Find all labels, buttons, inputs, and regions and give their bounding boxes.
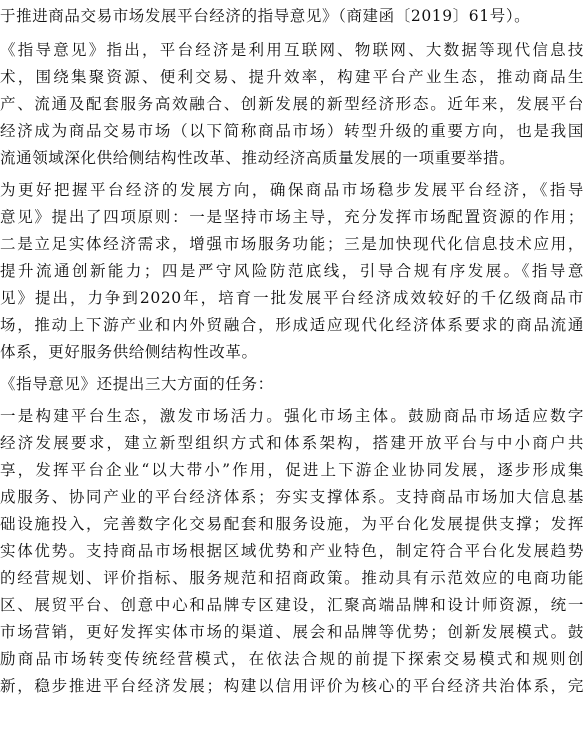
text-line-16: 经济发展要求，建立新型组织方式和体系架构，搭建开放平台与中小商户共 — [0, 434, 584, 452]
text-line-25: 新，稳步推进平台经济发展；构建以信用评价为核心的平台经济共治体系，完 — [0, 677, 584, 695]
text-line-2: 《指导意见》指出，平台经济是利用互联网、物联网、大数据等现代信息技 — [0, 41, 584, 59]
text-line-9: 二是立足实体经济需求，增强市场服务功能；三是加快现代化信息技术应用， — [0, 235, 584, 253]
text-line-19: 础设施投入，完善数字化交易配套和服务设施，为平台化发展提供支撑；发挥 — [0, 515, 584, 533]
text-line-4: 产、流通及配套服务高效融合、创新发展的新型经济形态。近年来，发展平台 — [0, 95, 584, 113]
text-line-22: 区、展贸平台、创意中心和品牌专区建设，汇聚高端品牌和设计师资源，统一 — [0, 596, 584, 614]
text-line-13: 体系，更好服务供给侧结构性改革。 — [0, 343, 258, 361]
text-line-24: 励商品市场转变传统经营模式，在依法合规的前提下探索交易模式和规则创 — [0, 650, 584, 668]
text-line-3: 术，围绕集聚资源、便利交易、提升效率，构建平台产业生态，推动商品生 — [0, 68, 584, 86]
text-line-5: 经济成为商品交易市场（以下简称商品市场）转型升级的重要方向，也是我国 — [0, 122, 584, 140]
text-line-12: 场，推动上下游产业和内外贸融合，形成适应现代化经济体系要求的商品流通 — [0, 316, 584, 334]
text-line-10: 提升流通创新能力；四是严守风险防范底线，引导合规有序发展。《指导意 — [0, 262, 584, 280]
text-line-23: 市场营销，更好发挥实体市场的渠道、展会和品牌等优势；创新发展模式。鼓 — [0, 623, 584, 641]
text-line-21: 的经营规划、评价指标、服务规范和招商政策。推动具有示范效应的电商功能 — [0, 569, 584, 587]
text-line-7: 为更好把握平台经济的发展方向，确保商品市场稳步发展平台经济，《指导 — [0, 181, 584, 199]
text-line-1: 于推进商品交易市场发展平台经济的指导意见》（商建函〔2019〕61号）。 — [0, 7, 531, 25]
text-line-18: 成服务、协同产业的平台经济体系；夯实支撑体系。支持商品市场加大信息基 — [0, 488, 584, 506]
text-line-20: 实体优势。支持商品市场根据区域优势和产业特色，制定符合平台化发展趋势 — [0, 542, 584, 560]
text-line-11: 见》提出，力争到2020年，培育一批发展平台经济成效较好的千亿级商品市 — [0, 289, 584, 307]
text-line-14: 《指导意见》还提出三大方面的任务： — [0, 375, 274, 393]
text-line-15: 一是构建平台生态，激发市场活力。强化市场主体。鼓励商品市场适应数字 — [0, 407, 584, 425]
text-line-17: 享，发挥平台企业“以大带小”作用，促进上下游企业协同发展，逐步形成集 — [0, 461, 584, 479]
text-line-8: 意见》提出了四项原则：一是坚持市场主导，充分发挥市场配置资源的作用； — [0, 208, 584, 226]
text-line-6: 流通领域深化供给侧结构性改革、推动经济高质量发展的一项重要举措。 — [0, 149, 516, 167]
